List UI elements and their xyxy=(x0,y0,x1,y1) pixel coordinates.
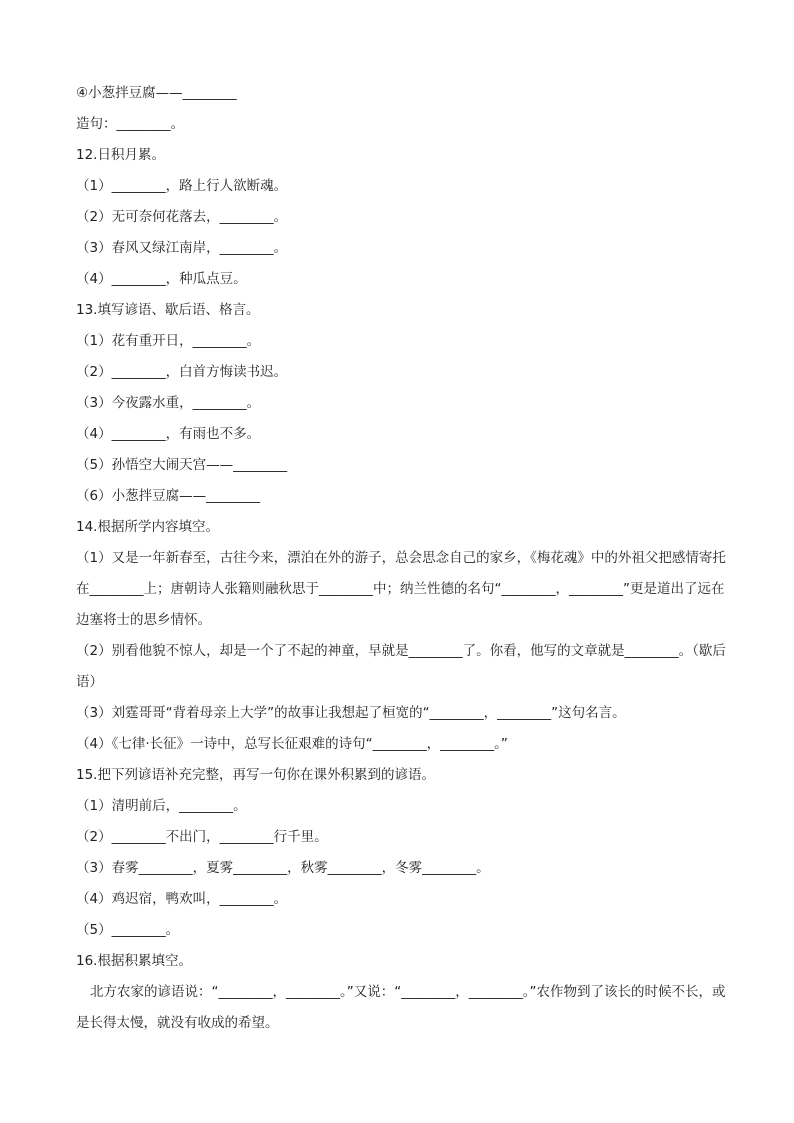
q15-item-1: （1）清明前后，________。 xyxy=(76,798,247,814)
q16-paragraph: 北方农家的谚语说：“________，________。”又说：“________，________。”农作物到了该长的时候不长，或是长得太慢，就没有收成的希望。 xyxy=(76,984,726,1031)
q11-sentence: 造句：________。 xyxy=(76,116,184,132)
q15-item-4: （4）鸡迟宿，鸭欢叫，________。 xyxy=(76,891,288,907)
q14-item-1: （1）又是一年新春至，古往今来，漂泊在外的游子，总会思念自己的家乡，《梅花魂》中的外祖父把感情寄托在________上；唐朝诗人张籍则融秋思于________中；纳兰性德的名句“________，________”更是道出了远在边塞将士的思乡情怀。 xyxy=(76,550,726,628)
q12-item-4: （4）________，种瓜点豆。 xyxy=(76,271,247,287)
q14-heading: 14.根据所学内容填空。 xyxy=(76,519,219,535)
q14-item-3: （3）刘霆哥哥“背着母亲上大学”的故事让我想起了桓宽的“________，________”这句名言。 xyxy=(76,705,626,721)
q14-item-2: （2）别看他貌不惊人，却是一个了不起的神童，早就是________了。你看，他写的文章就是________。（歇后语） xyxy=(76,643,726,690)
q15-item-3: （3）春雾________，夏雾________，秋雾________，冬雾________。 xyxy=(76,860,490,876)
q13-item-2: （2）________，白首方悔读书迟。 xyxy=(76,364,288,380)
q13-item-5: （5）孙悟空大闹天宫——________ xyxy=(76,457,288,473)
q12-item-1: （1）________，路上行人欲断魂。 xyxy=(76,178,288,194)
q13-item-3: （3）今夜露水重，________。 xyxy=(76,395,261,411)
q15-item-2: （2）________不出门，________行千里。 xyxy=(76,829,328,845)
q13-item-6: （6）小葱拌豆腐——________ xyxy=(76,488,261,504)
q13-heading: 13.填写谚语、歇后语、格言。 xyxy=(76,302,260,318)
worksheet-page xyxy=(76,78,726,1039)
q13-item-1: （1）花有重开日，________。 xyxy=(76,333,261,349)
q12-item-3: （3）春风又绿江南岸，________。 xyxy=(76,240,288,256)
q16-heading: 16.根据积累填空。 xyxy=(76,953,192,969)
q14-item-4: （4）《七律·长征》一诗中，总写长征艰难的诗句“________，________。” xyxy=(76,736,508,752)
q12-item-2: （2）无可奈何花落去，________。 xyxy=(76,209,288,225)
q15-item-5: （5）________。 xyxy=(76,922,180,938)
q15-heading: 15.把下列谚语补充完整，再写一句你在课外积累到的谚语。 xyxy=(76,767,435,783)
q12-heading: 12.日积月累。 xyxy=(76,147,165,163)
q11-item-4: ④小葱拌豆腐——________ xyxy=(76,85,237,101)
q13-item-4: （4）________，有雨也不多。 xyxy=(76,426,261,442)
